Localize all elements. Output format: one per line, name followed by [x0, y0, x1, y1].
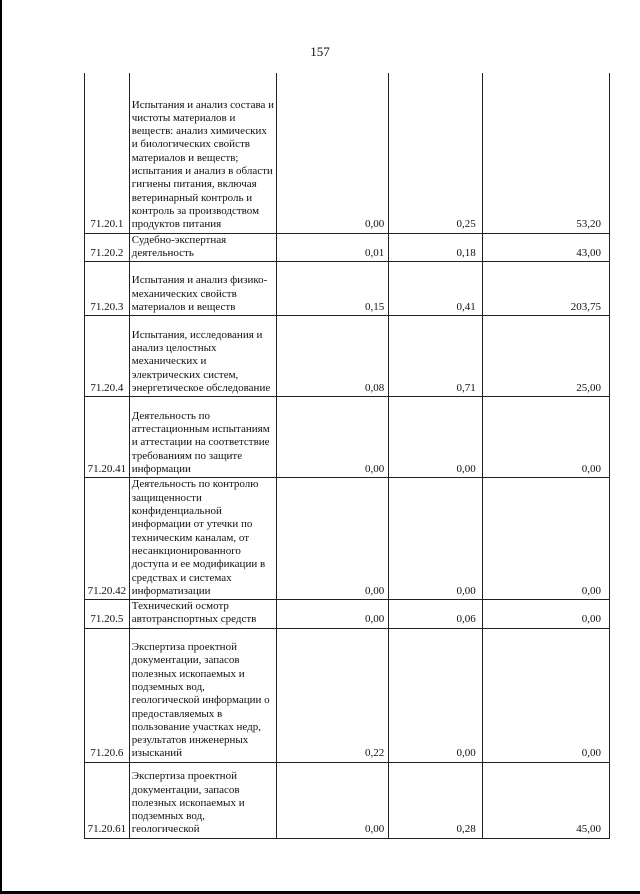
value-col-3: 0,00: [482, 478, 609, 600]
scan-edge-left: [0, 0, 2, 894]
value-col-3: 53,20: [482, 73, 609, 233]
value-col-3: 203,75: [482, 262, 609, 316]
activity-description: Технический осмотр автотранспортных средств: [129, 600, 277, 629]
value-col-1: 0,00: [277, 762, 389, 838]
value-col-1: 0,00: [277, 73, 389, 233]
value-col-3: 25,00: [482, 316, 609, 397]
table-row: [85, 73, 610, 233]
activity-description: Экспертиза проектной документации, запасов полезных ископаемых и подземных вод, геологической информации о предоставляемых в пользование участках недр, результатов инженерных изысканий: [129, 628, 277, 762]
value-col-2: 0,25: [389, 73, 483, 233]
value-col-2: 0,41: [389, 262, 483, 316]
value-col-1: 0,01: [277, 233, 389, 262]
activity-description: Деятельность по контролю защищенности конфиденциальной информации от утечки по техническим каналам, от несанкционированного доступа и ее модификации в средствах и системах информатизации: [129, 478, 277, 600]
okved-code: 71.20.3: [85, 262, 130, 316]
okved-code: 71.20.5: [85, 600, 130, 629]
okved-code: 71.20.2: [85, 233, 130, 262]
table-row: [85, 478, 610, 600]
activity-description: Испытания и анализ состава и чистоты материалов и веществ: анализ химических и биологических свойств материалов и веществ; испытания и анализ в области гигиены питания, включая ветеринарный контроль и контроль за производством продуктов питания: [129, 73, 277, 233]
okved-code: 71.20.6: [85, 628, 130, 762]
table-row: [85, 316, 610, 397]
value-col-1: 0,00: [277, 478, 389, 600]
activity-description: Деятельность по аттестационным испытаниям и аттестации на соответствие требованиям по защите информации: [129, 397, 277, 478]
value-col-2: 0,71: [389, 316, 483, 397]
activity-description: Испытания, исследования и анализ целостных механических и электрических систем, энергетическое обследование: [129, 316, 277, 397]
activity-description: Испытания и анализ физико-механических свойств материалов и веществ: [129, 262, 277, 316]
value-col-2: 0,00: [389, 478, 483, 600]
table-row: [85, 233, 610, 262]
table-row: [85, 600, 610, 629]
activity-description: Судебно-экспертная деятельность: [129, 233, 277, 262]
value-col-1: 0,08: [277, 316, 389, 397]
table-row: [85, 262, 610, 316]
value-col-3: 45,00: [482, 762, 609, 838]
value-col-2: 0,00: [389, 397, 483, 478]
table-row: [85, 762, 610, 838]
value-col-1: 0,22: [277, 628, 389, 762]
activity-description: Экспертиза проектной документации, запасов полезных ископаемых и подземных вод, геологической: [129, 762, 277, 838]
value-col-2: 0,06: [389, 600, 483, 629]
value-col-2: 0,00: [389, 628, 483, 762]
okved-code: 71.20.4: [85, 316, 130, 397]
value-col-1: 0,00: [277, 600, 389, 629]
value-col-3: 43,00: [482, 233, 609, 262]
page-number: 157: [310, 44, 330, 59]
okved-code: 71.20.42: [85, 478, 130, 600]
value-col-2: 0,28: [389, 762, 483, 838]
value-col-1: 0,00: [277, 397, 389, 478]
value-col-2: 0,18: [389, 233, 483, 262]
table-row: [85, 628, 610, 762]
value-col-3: 0,00: [482, 628, 609, 762]
value-col-3: 0,00: [482, 397, 609, 478]
okved-code: 71.20.1: [85, 73, 130, 233]
okved-code: 71.20.41: [85, 397, 130, 478]
value-col-3: 0,00: [482, 600, 609, 629]
value-col-1: 0,15: [277, 262, 389, 316]
okved-code: 71.20.61: [85, 762, 130, 838]
table-row: [85, 397, 610, 478]
classification-table: [84, 73, 610, 839]
